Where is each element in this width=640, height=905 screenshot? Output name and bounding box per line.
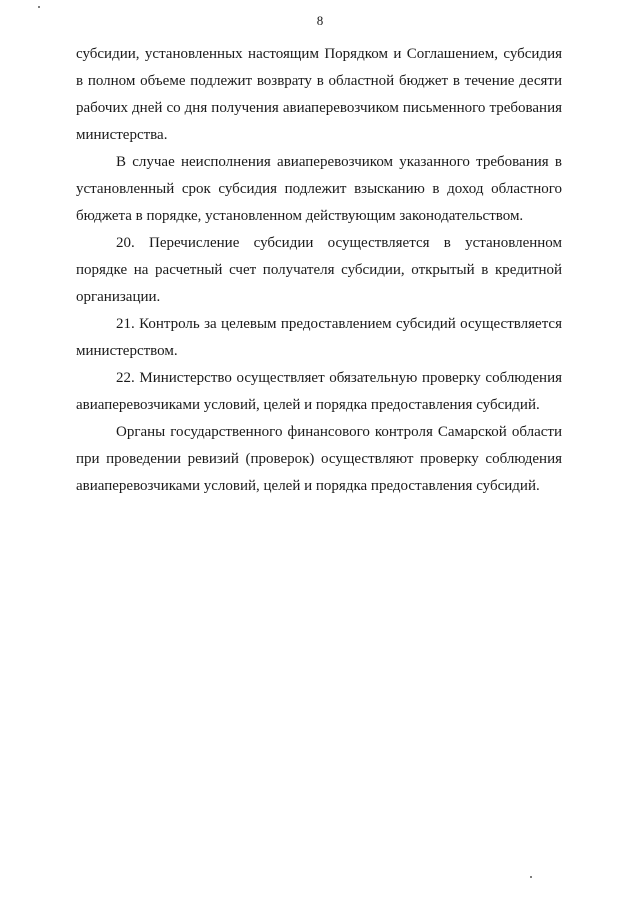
page-number: 8 <box>316 13 324 28</box>
paragraph-non-compliance: В случае неисполнения авиаперевозчиком указанного требования в установленный срок субсидия подлежит взысканию в доход областного бюджета в порядке, установленном действующим законодательством. <box>76 154 562 224</box>
document-body <box>76 41 562 500</box>
paragraph-continuation: субсидии, установленных настоящим Порядком и Соглашением, субсидия в полном объеме подлежит возврату в областной бюджет в течение десяти рабочих дней со дня получения авиаперевозчиком письменного требования министерства. <box>76 46 562 143</box>
scan-speck <box>38 6 40 8</box>
paragraph-financial-control: Органы государственного финансового контроля Самарской области при проведении ревизий (проверок) осуществляют проверку соблюдения авиаперевозчиками условий, целей и порядка предоставления субсидий. <box>76 424 562 494</box>
paragraph-item-20: 20. Перечисление субсидии осуществляется в установленном порядке на расчетный счет получателя субсидии, открытый в кредитной организации. <box>76 235 562 305</box>
scan-speck <box>530 876 532 878</box>
paragraph-item-21: 21. Контроль за целевым предоставлением субсидий осуществляется министерством. <box>76 316 562 359</box>
paragraph-item-22: 22. Министерство осуществляет обязательную проверку соблюдения авиаперевозчиками условий, целей и порядка предоставления субсидий. <box>76 370 562 413</box>
